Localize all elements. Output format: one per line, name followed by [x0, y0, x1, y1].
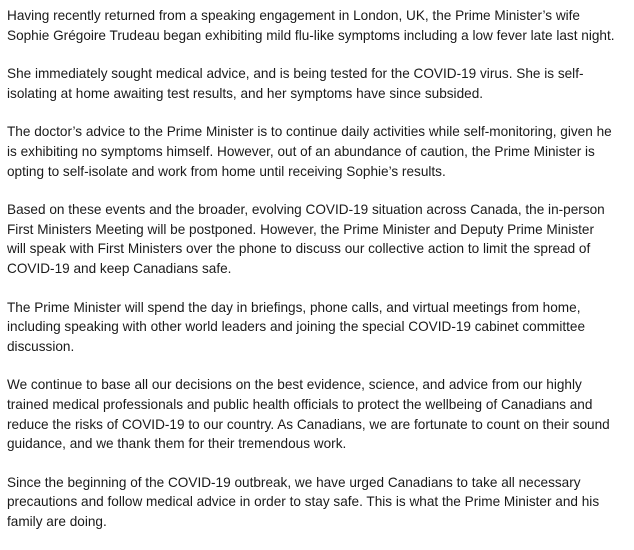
paragraph-5 — [7, 298, 631, 357]
paragraph-7 — [7, 473, 631, 532]
text-line: including speaking with other world leaders and joining the special COVID-19 cabinet committee — [7, 319, 586, 335]
paragraph-3 — [7, 122, 631, 181]
text-line: First Ministers Meeting will be postponed. However, the Prime Minister and Deputy Prime Minister — [7, 221, 595, 237]
text-line: Since the beginning of the COVID-19 outbreak, we have urged Canadians to take all necessary — [7, 474, 581, 490]
text-line: precautions and follow medical advice in order to stay safe. This is what the Prime Minister and his — [7, 494, 600, 510]
text-line: She immediately sought medical advice, and is being tested for the COVID-19 virus. She is self- — [7, 66, 584, 82]
document-body — [7, 6, 631, 550]
text-line: isolating at home awaiting test results, and her symptoms have since subsided. — [7, 85, 484, 101]
text-line: Based on these events and the broader, evolving COVID-19 situation across Canada, the in-person — [7, 202, 605, 218]
text-line: guidance, and we thank them for their tremendous work. — [7, 436, 347, 452]
paragraph-6 — [7, 375, 631, 453]
text-line: reduce the risks of COVID-19 to our country. As Canadians, we are fortunate to count on their sound — [7, 416, 610, 432]
text-line: COVID-19 and keep Canadians safe. — [7, 260, 232, 276]
text-line: The doctor’s advice to the Prime Minister is to continue daily activities while self-monitoring, given he — [7, 124, 612, 140]
text-line: discussion. — [7, 338, 75, 354]
text-line: is exhibiting no symptoms himself. However, out of an abundance of caution, the Prime Minister is — [7, 143, 595, 159]
text-line: Having recently returned from a speaking engagement in London, UK, the Prime Minister’s wife — [7, 8, 580, 23]
paragraph-4 — [7, 200, 631, 278]
paragraph-1 — [7, 6, 631, 45]
text-line: Sophie Grégoire Trudeau began exhibiting mild flu-like symptoms including a low fever late last night. — [7, 27, 615, 43]
text-line: opting to self-isolate and work from home until receiving Sophie’s results. — [7, 163, 446, 179]
paragraph-2 — [7, 64, 631, 103]
text-line: We continue to base all our decisions on the best evidence, science, and advice from our highly — [7, 377, 582, 393]
text-line: The Prime Minister will spend the day in briefings, phone calls, and virtual meetings from home, — [7, 299, 581, 315]
text-line: trained medical professionals and public health officials to protect the wellbeing of Canadians and — [7, 396, 593, 412]
text-line: will speak with First Ministers over the phone to discuss our collective action to limit the spread of — [7, 241, 591, 257]
text-line: family are doing. — [7, 513, 107, 529]
